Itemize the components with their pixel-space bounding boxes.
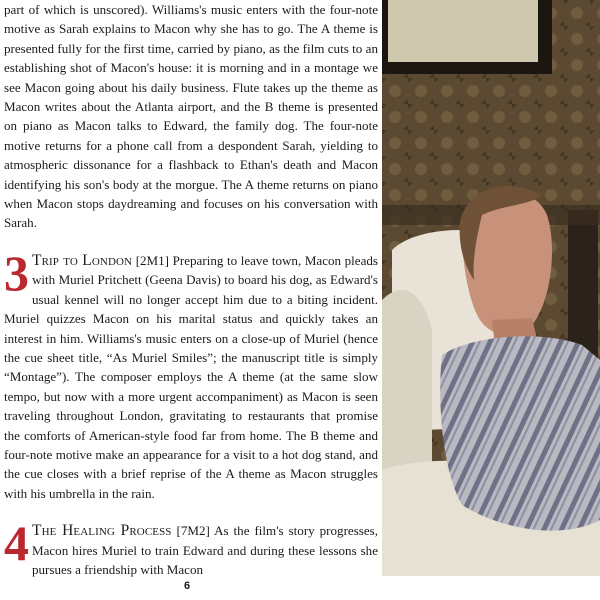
section-title: Trip to London (32, 251, 133, 269)
section-healing-process (4, 515, 378, 579)
section-title: The Healing Process (32, 522, 172, 540)
intro-paragraph: part of which is unscored). Williams's music enters with the four-note motive as Sarah explains to Macon why she has to go. The A theme is presented fully for the first time, carried by piano, as the film cuts to an establishing shot of Macon's house: it is morning and in a montage we see Macon going about his daily business. Flute takes up the theme as Macon writes about the Atlanta airport, and the B theme is presented on piano as Macon talks to Edward, the family dog. The four-note motive returns for a phone call from a despondent Sarah, yielding to atmospheric dissonance for a flashback to Ethan's death and Macon identifying his son's body at the morgue. The A theme returns on piano when Macon stops daydreaming and focuses on his conversation with Sarah. (4, 2, 378, 231)
section-number-dropcap: 3 (4, 244, 29, 301)
cue-code: [2M1] (135, 252, 170, 268)
section-body: As the film's story progresses, Macon hires Muriel to train Edward and during these lessons she pursues a friendship with Macon (32, 523, 378, 577)
section-trip-to-london (4, 244, 378, 503)
cue-code: [7M2] (176, 523, 210, 539)
section-number-dropcap: 4 (4, 515, 29, 572)
text-column (4, 0, 378, 579)
page-number: 6 (184, 580, 191, 592)
section-body: Preparing to leave town, Macon pleads with Muriel Pritchett (Geena Davis) to board his dog, as Edward's usual kennel will no longer accept him due to a biting incident. Muriel quizzes Macon on his marital status and quickly takes an interest in him. Williams's music enters on a close-up of Muriel (hence the cue sheet title, “As Muriel Smiles”; the manuscript title is simply “Montage”). The composer employs the A theme (at the same slow tempo, but now with a more urgent accompaniment) as Macon is seen traveling throughout London, gravitating to restaurants that promise the comforts of American-style food far from home. The B theme and four-note motive make an appearance for a visit to a hot dog stand, and the cue closes with a brief reprise of the A theme as Macon struggles with his umbrella in the rain. (4, 252, 378, 501)
film-still-illustration (382, 0, 600, 576)
film-still-photo (382, 0, 600, 576)
